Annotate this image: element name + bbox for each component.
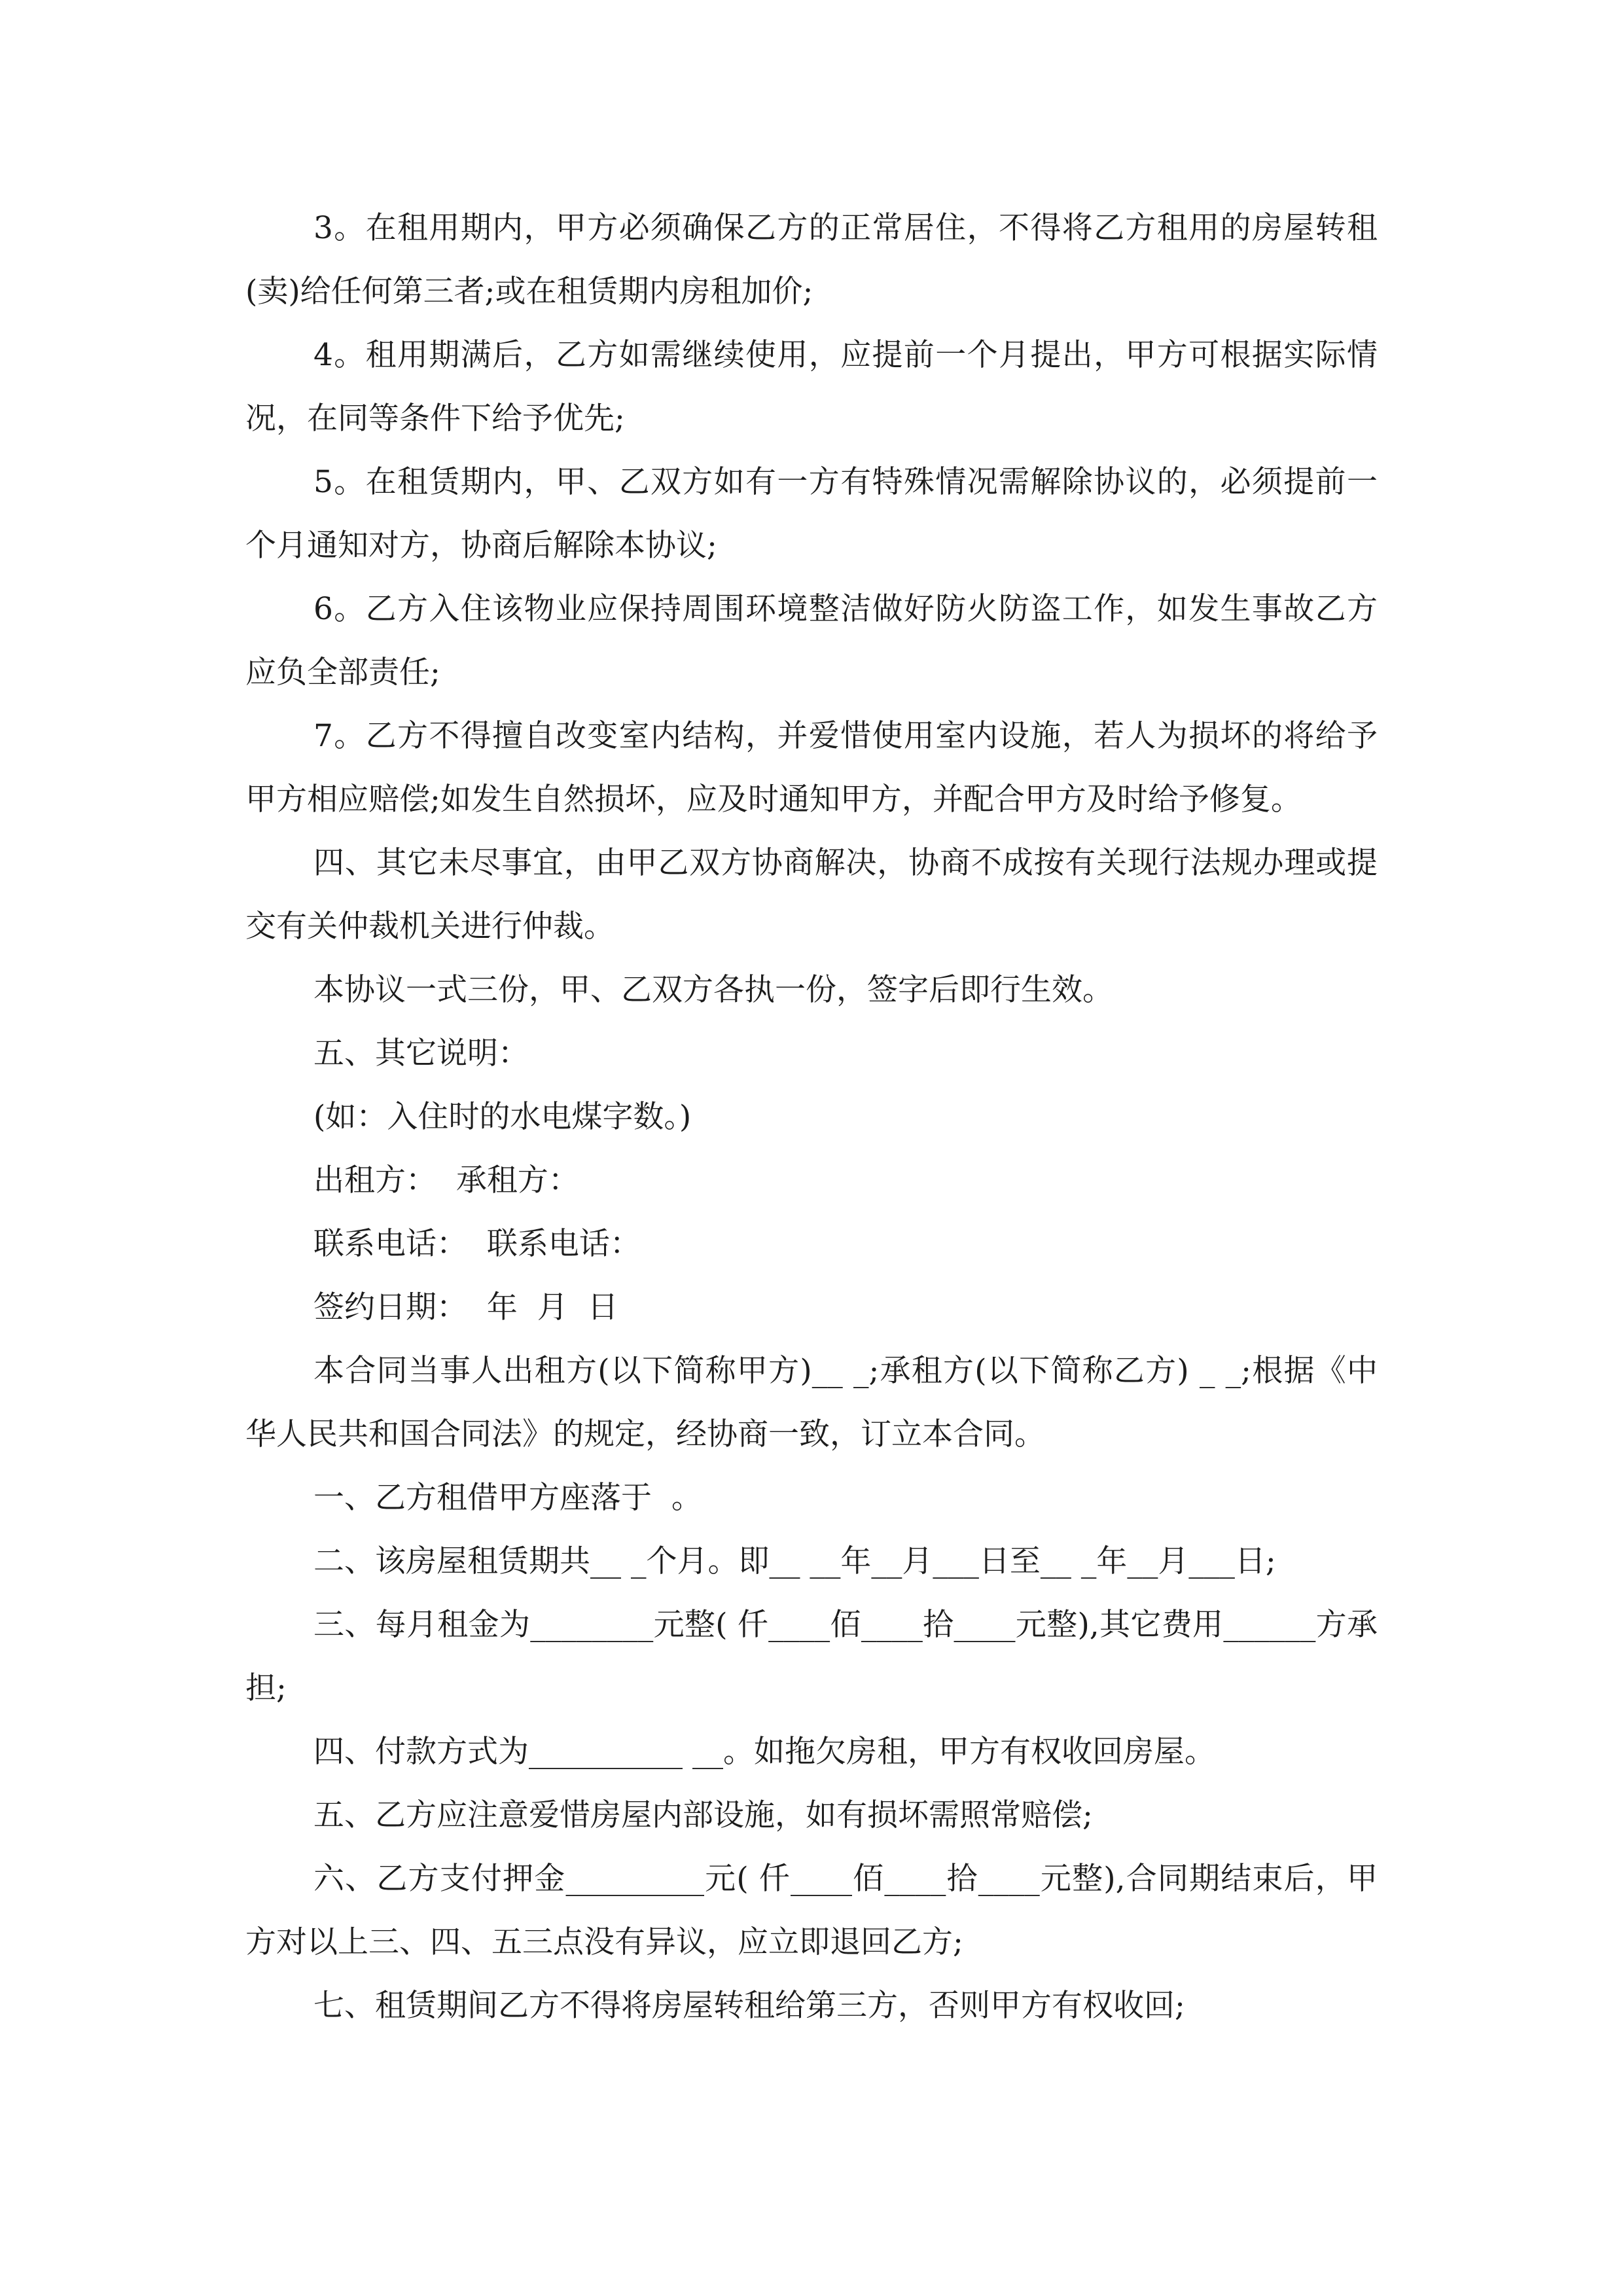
clause-3-paragraph: 3。在租用期内，甲方必须确保乙方的正常居住，不得将乙方租用的房屋转租(卖)给任何第三者;或在租赁期内房租加价; — [245, 210, 1378, 310]
clause-6-paragraph: 6。乙方入住该物业应保持周围环境整洁做好防火防盗工作，如发生事故乙方应负全部责任; — [245, 591, 1378, 691]
article-4-payment: 四、付款方式为__________ __。如拖欠房租，甲方有权收回房屋。 — [313, 1734, 1215, 1770]
signature-parties-line: 出租方： 承租方： — [313, 1162, 579, 1198]
clause-7-paragraph: 7。乙方不得擅自改变室内结构，并爱惜使用室内设施，若人为损坏的将给予甲方相应赔偿;如发生自然损坏，应及时通知甲方，并配合甲方及时给予修复。 — [245, 718, 1378, 817]
article-5-facilities: 五、乙方应注意爱惜房屋内部设施，如有损坏需照常赔偿; — [313, 1797, 1093, 1833]
copies-effective-statement: 本协议一式三份，甲、乙双方各执一份，签字后即行生效。 — [313, 972, 1113, 1008]
article-1-location: 一、乙方租借甲方座落于 。 — [313, 1480, 702, 1516]
contract-preamble: 本合同当事人出租方(以下简称甲方)__ _;承租方(以下简称乙方) _ _;根据《中华人民共和国合同法》的规定，经协商一致，订立本合同。 — [245, 1353, 1378, 1452]
clause-5-paragraph: 5。在租赁期内，甲、乙双方如有一方有特殊情况需解除协议的，必须提前一个月通知对方，协商后解除本协议; — [245, 464, 1378, 564]
document-body — [245, 196, 1378, 2037]
section-4-other-matters: 四、其它未尽事宜，由甲乙双方协商解决，协商不成按有关现行法规办理或提交有关仲裁机关进行仲裁。 — [245, 845, 1378, 944]
article-6-deposit: 六、乙方支付押金_________元( 仟____佰____拾____元整),合同期结束后，甲方对以上三、四、五三点没有异议，应立即退回乙方; — [245, 1861, 1378, 1960]
clause-4-paragraph: 4。租用期满后，乙方如需继续使用，应提前一个月提出，甲方可根据实际情况，在同等条件下给予优先; — [245, 337, 1378, 437]
contact-phone-line: 联系电话： 联系电话： — [313, 1226, 641, 1262]
article-2-term: 二、该房屋租赁期共__ _个月。即__ __年__月___日至__ _年__月___日; — [313, 1543, 1276, 1579]
section-5-heading: 五、其它说明： — [313, 1035, 529, 1071]
article-3-rent: 三、每月租金为________元整( 仟____佰____拾____元整),其它费用______方承担; — [245, 1607, 1378, 1706]
article-7-sublet: 七、租赁期间乙方不得将房屋转租给第三方，否则甲方有权收回; — [313, 1988, 1185, 2024]
signing-date-line: 签约日期： 年 月 日 — [313, 1289, 618, 1325]
utility-reading-note: (如：入住时的水电煤字数。) — [313, 1099, 692, 1135]
